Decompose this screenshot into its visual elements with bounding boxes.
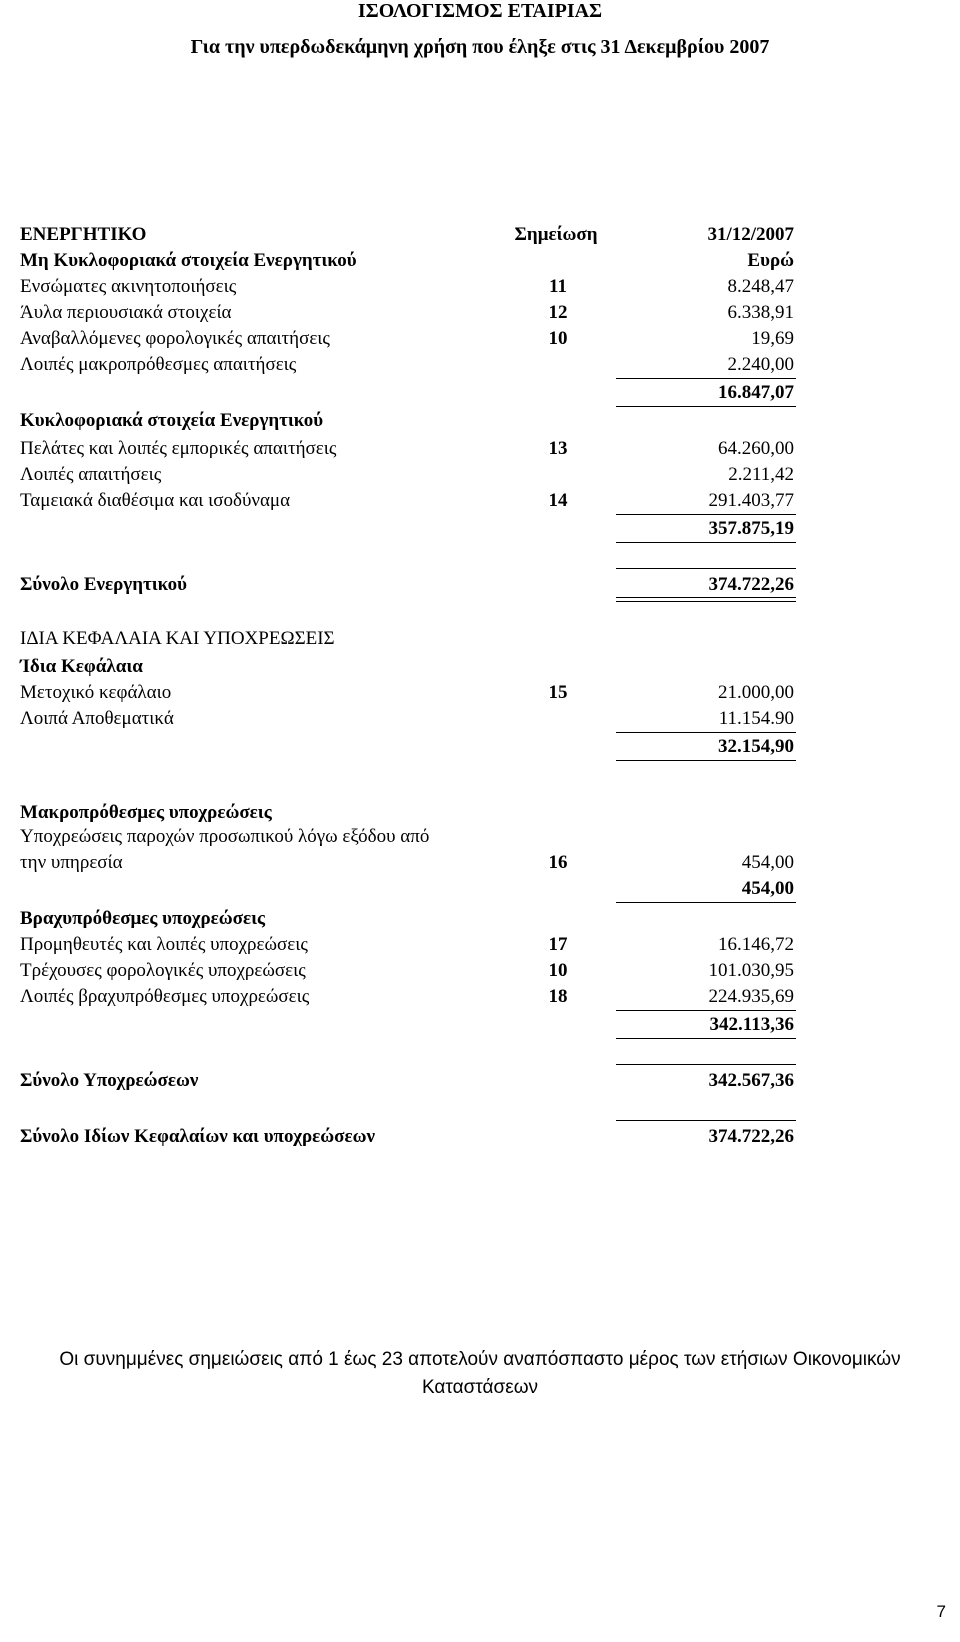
page-number: 7	[936, 1602, 946, 1621]
row-label: Μακροπρόθεσμες υποχρεώσεις	[20, 802, 272, 823]
table-row	[20, 800, 800, 826]
row-label: Ίδια Κεφάλαια	[20, 656, 143, 677]
section-heading-equity: ΙΔΙΑ ΚΕΦΑΛΑΙΑ ΚΑΙ ΥΠΟΧΡΕΩΣΕΙΣ	[20, 628, 335, 649]
subtotal-rule	[616, 1038, 796, 1039]
subtotal-rule	[616, 732, 796, 733]
row-label: Κυκλοφοριακά στοιχεία Ενεργητικού	[20, 410, 324, 431]
table-row	[20, 248, 800, 274]
table-row	[20, 706, 800, 732]
note-column-header: Σημείωση	[514, 224, 598, 245]
row-note: 14	[548, 490, 568, 511]
date-column-header: 31/12/2007	[707, 224, 794, 245]
currency-label: Ευρώ	[747, 250, 794, 271]
row-value: 21.000,00	[718, 682, 794, 703]
row-label: Λοιπές μακροπρόθεσμες απαιτήσεις	[20, 354, 297, 375]
row-value: 8.248,47	[727, 276, 794, 297]
subtotal-value: 357.875,19	[708, 518, 794, 539]
row-value: 19,69	[751, 328, 794, 349]
subtotal-rule	[616, 542, 796, 543]
row-label: Σύνολο Ιδίων Κεφαλαίων και υποχρεώσεων	[20, 1126, 376, 1147]
row-label: Λοιπά Αποθεματικά	[20, 708, 174, 729]
subtotal-value: 32.154,90	[718, 736, 794, 757]
table-row	[20, 408, 800, 434]
subtotal-value: 342.113,36	[709, 1014, 794, 1035]
row-label: Υποχρεώσεις παροχών προσωπικού λόγω εξόδου από	[20, 826, 430, 847]
subtotal-row	[20, 380, 800, 406]
row-value: 101.030,95	[708, 960, 794, 981]
row-label: Βραχυπρόθεσμες υποχρεώσεις	[20, 908, 266, 929]
footnote	[20, 1346, 940, 1402]
subtotal-row	[20, 876, 800, 902]
row-value: 6.338,91	[727, 302, 794, 323]
table-row	[20, 932, 800, 958]
row-value: 11.154.90	[718, 708, 794, 729]
table-row	[20, 300, 800, 326]
subtotal-rule	[616, 514, 796, 515]
row-note: 10	[548, 960, 568, 981]
row-label: Σύνολο Ενεργητικού	[20, 574, 187, 595]
subtotal-value: 454,00	[741, 878, 794, 899]
section-heading-assets: ΕΝΕΡΓΗΤΙΚΟ	[20, 224, 147, 245]
row-value: 16.146,72	[718, 934, 794, 955]
table-row	[20, 680, 800, 706]
table-row	[20, 654, 800, 680]
row-note: 16	[548, 852, 568, 873]
subtotal-row	[20, 516, 800, 542]
row-label: Μετοχικό κεφάλαιο	[20, 682, 172, 703]
row-value: 454,00	[741, 852, 794, 873]
row-label: Λοιπές απαιτήσεις	[20, 464, 162, 485]
row-value: 291.403,77	[708, 490, 794, 511]
total-value: 342.567,36	[708, 1070, 794, 1091]
row-label: Τρέχουσες φορολογικές υποχρεώσεις	[20, 960, 306, 981]
table-row	[20, 436, 800, 462]
row-note: 13	[548, 438, 568, 459]
subtotal-rule	[616, 902, 796, 903]
row-label: Πελάτες και λοιπές εμπορικές απαιτήσεις	[20, 438, 337, 459]
table-header	[20, 222, 800, 248]
table-row	[20, 352, 800, 378]
row-value: 2.211,42	[728, 464, 794, 485]
page-title: ΙΣΟΛΟΓΙΣΜΟΣ ΕΤΑΙΡΙΑΣ	[357, 0, 603, 22]
table-row	[20, 326, 800, 352]
row-note: 15	[548, 682, 568, 703]
row-note: 10	[548, 328, 568, 349]
table-row	[20, 906, 800, 932]
row-note: 12	[548, 302, 568, 323]
table-row	[20, 274, 800, 300]
total-row	[20, 1124, 800, 1150]
total-rule	[616, 568, 796, 569]
row-label: Άυλα περιουσιακά στοιχεία	[20, 302, 232, 323]
row-label: την υπηρεσία	[20, 852, 123, 873]
total-row	[20, 572, 800, 598]
table-row	[20, 958, 800, 984]
total-rule	[616, 1064, 796, 1065]
subtotal-rule	[616, 406, 796, 407]
footnote-line: Καταστάσεων	[421, 1377, 539, 1398]
table-row	[20, 824, 800, 850]
row-label: Ταμειακά διαθέσιμα και ισοδύναμα	[20, 490, 291, 511]
subtotal-rule	[616, 1010, 796, 1011]
table-row	[20, 626, 800, 652]
subtotal-row	[20, 734, 800, 760]
subtotal-value: 16.847,07	[718, 382, 794, 403]
row-note: 17	[548, 934, 568, 955]
row-label: Μη Κυκλοφοριακά στοιχεία Ενεργητικού	[20, 250, 357, 271]
total-rule	[616, 1120, 796, 1121]
table-row	[20, 984, 800, 1010]
footnote-line: Οι συνημμένες σημειώσεις από 1 έως 23 αποτελούν αναπόσπαστο μέρος των ετήσιων Οικονομικών	[59, 1349, 901, 1370]
row-label: Αναβαλλόμενες φορολογικές απαιτήσεις	[20, 328, 330, 349]
row-value: 2.240,00	[727, 354, 794, 375]
grand-total-value: 374.722,26	[708, 1126, 794, 1147]
double-rule	[616, 597, 796, 602]
table-row	[20, 462, 800, 488]
table-row	[20, 850, 800, 876]
row-value: 224.935,69	[708, 986, 794, 1007]
row-note: 18	[548, 986, 568, 1007]
row-value: 64.260,00	[718, 438, 794, 459]
row-label: Σύνολο Υποχρεώσεων	[20, 1070, 199, 1091]
total-value: 374.722,26	[708, 574, 794, 595]
row-label: Ενσώματες ακινητοποιήσεις	[20, 276, 237, 297]
row-note: 11	[549, 276, 567, 297]
subtotal-rule	[616, 378, 796, 379]
total-row	[20, 1068, 800, 1094]
subtotal-rule	[616, 760, 796, 761]
subtotal-row	[20, 1012, 800, 1038]
page-subtitle: Για την υπερδωδεκάμηνη χρήση που έληξε στις 31 Δεκεμβρίου 2007	[190, 36, 770, 58]
row-label: Προμηθευτές και λοιπές υποχρεώσεις	[20, 934, 308, 955]
table-row	[20, 488, 800, 514]
row-label: Λοιπές βραχυπρόθεσμες υποχρεώσεις	[20, 986, 310, 1007]
